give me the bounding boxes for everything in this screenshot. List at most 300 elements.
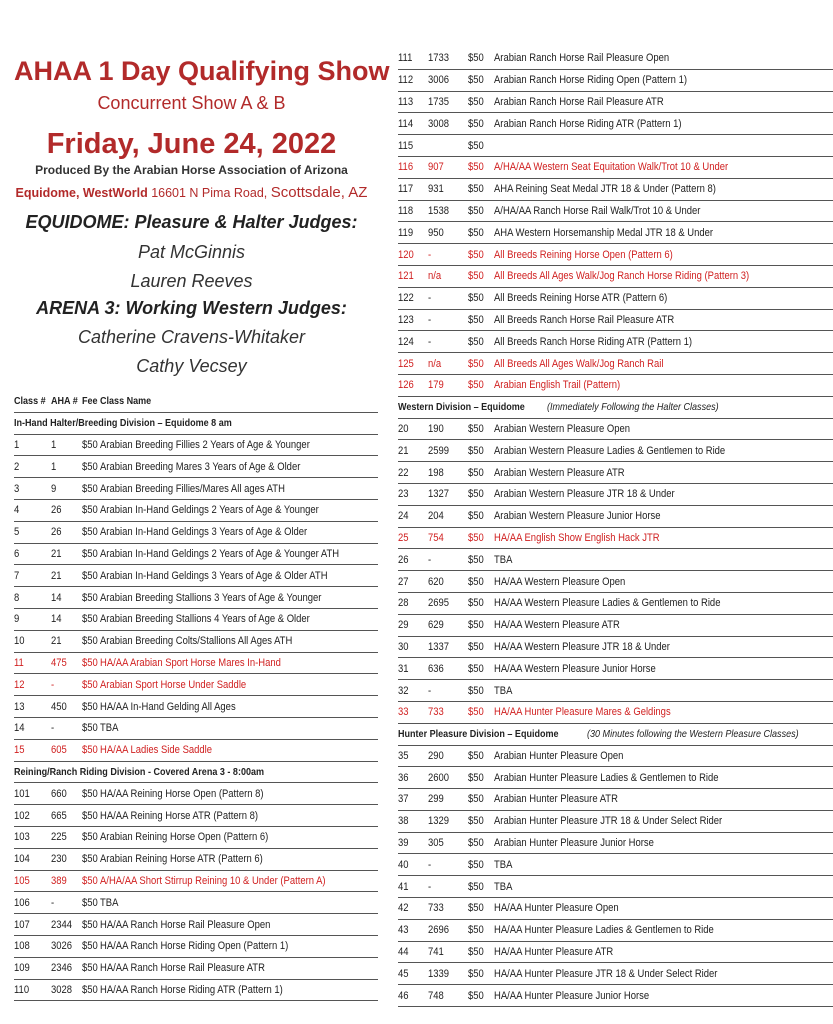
aha-number: 2599 (428, 444, 450, 457)
fee: $50 (468, 270, 484, 283)
class-number: 112 (398, 74, 414, 87)
class-number: 42 (398, 902, 409, 915)
aha-number: 907 (428, 161, 444, 174)
class-number: 122 (398, 292, 414, 305)
column-header: Class Name (100, 395, 152, 408)
class-number: 116 (398, 161, 414, 174)
fee: $50 (468, 422, 484, 435)
class-name: HA/AA Hunter Pleasure JTR 18 & Under Select Rider (494, 967, 718, 980)
judge-name: Lauren Reeves (130, 271, 253, 291)
class-name: All Breeds All Ages Walk/Jog Ranch Rail (494, 357, 664, 370)
class-row (14, 805, 378, 827)
class-name: Arabian Breeding Stallions 4 Years of Age & Older (100, 613, 311, 626)
fee: $50 (468, 292, 484, 305)
class-number: 36 (398, 771, 409, 784)
fee: $50 (468, 619, 484, 632)
class-row (398, 571, 833, 593)
class-number: 5 (14, 526, 20, 539)
class-number: 31 (398, 662, 409, 675)
class-number: 107 (14, 918, 30, 931)
division-title: Reining/Ranch Riding Division - Covered Arena 3 - 8:00am (14, 765, 265, 778)
judge-name: Catherine Cravens-Whitaker (77, 327, 306, 347)
fee: $50 (81, 809, 98, 822)
class-row (398, 789, 833, 811)
fee: $50 (81, 526, 98, 539)
class-name: Arabian Breeding Fillies/Mares All ages ATH (100, 482, 286, 495)
class-row (398, 287, 833, 309)
class-row (398, 592, 833, 614)
aha-number: 1735 (428, 95, 450, 108)
class-row (14, 630, 378, 652)
aha-number: - (428, 292, 432, 305)
fee: $50 (468, 793, 484, 806)
division-title: In-Hand Halter/Breeding Division – Equidome 8 am (14, 417, 232, 430)
aha-number: 1538 (428, 204, 450, 217)
class-name: Arabian Breeding Mares 3 Years of Age & Older (100, 460, 301, 473)
class-name: Arabian Sport Horse Under Saddle (100, 678, 247, 691)
aha-number: 950 (428, 226, 444, 239)
class-row (14, 717, 378, 739)
class-name: Arabian Western Pleasure Open (494, 422, 631, 435)
class-row (14, 565, 378, 587)
class-row (14, 739, 378, 761)
table-header-row (14, 391, 378, 412)
class-name: TBA (100, 896, 119, 909)
class-row (398, 353, 833, 375)
class-row (398, 331, 833, 353)
class-row (398, 135, 833, 157)
fee: $50 (81, 547, 98, 560)
class-name: Arabian In-Hand Geldings 3 Years of Age & Older (100, 526, 308, 539)
class-row (14, 587, 378, 609)
fee: $50 (468, 924, 484, 937)
class-row (14, 696, 378, 718)
fee: $50 (468, 335, 484, 348)
aha-number: 190 (428, 422, 444, 435)
class-number: 105 (14, 874, 30, 887)
fee: $50 (468, 379, 484, 392)
class-number: 3 (14, 482, 20, 495)
show-date: Friday, June 24, 2022 (46, 128, 337, 160)
class-name: HA/AA Western Pleasure Open (494, 575, 626, 588)
class-row (398, 505, 833, 527)
class-row (14, 608, 378, 630)
class-number: 114 (398, 117, 414, 130)
aha-number: 389 (50, 874, 67, 887)
fee: $50 (468, 226, 484, 239)
fee: $50 (81, 962, 98, 975)
fee: $50 (81, 874, 98, 887)
fee: $50 (81, 983, 98, 996)
class-row (398, 265, 833, 287)
class-name: Arabian Reining Horse Open (Pattern 6) (100, 831, 269, 844)
class-number: 111 (398, 52, 413, 65)
aha-number: 629 (428, 619, 444, 632)
division-header-row (14, 761, 378, 783)
class-row (398, 941, 833, 963)
fee: $50 (468, 531, 484, 544)
fee: $50 (468, 488, 484, 501)
aha-number: 1733 (428, 52, 450, 65)
aha-number: 665 (50, 809, 67, 822)
class-row (14, 783, 378, 805)
fee: $50 (468, 902, 484, 915)
class-name: HA/AA Ranch Horse Riding Open (Pattern 1) (100, 940, 289, 953)
aha-number: - (428, 313, 432, 326)
class-number: 14 (14, 722, 25, 735)
fee: $50 (81, 482, 98, 495)
class-name: HA/AA Western Pleasure ATR (494, 619, 620, 632)
aha-number: 21 (50, 569, 62, 582)
aha-number: 230 (50, 853, 67, 866)
class-number: 22 (398, 466, 409, 479)
class-name: Arabian Western Pleasure Ladies & Gentlemen to Ride (494, 444, 726, 457)
arena-judges-heading: ARENA 3: Working Western Judges: (36, 298, 347, 318)
class-row (398, 156, 833, 178)
aha-number: - (428, 335, 432, 348)
aha-number: 931 (428, 183, 444, 196)
class-row (398, 418, 833, 440)
class-name: AHA Reining Seat Medal JTR 18 & Under (Pattern 8) (494, 183, 716, 196)
class-number: 109 (14, 962, 30, 975)
class-row (14, 499, 378, 521)
class-number: 12 (14, 678, 25, 691)
class-name: Arabian Ranch Horse Riding Open (Pattern 1) (494, 74, 687, 87)
division-note: (30 Minutes following the Western Pleasure Classes) (586, 728, 799, 741)
fee: $50 (468, 444, 484, 457)
class-number: 10 (14, 635, 25, 648)
fee: $50 (81, 853, 98, 866)
division-header-row (14, 412, 378, 434)
class-number: 37 (398, 793, 409, 806)
fee: $50 (468, 183, 484, 196)
class-number: 113 (398, 95, 414, 108)
class-name: AHA Western Horsemanship Medal JTR 18 & Under (494, 226, 714, 239)
class-name: Arabian Hunter Pleasure Junior Horse (494, 837, 654, 850)
class-name: Arabian Reining Horse ATR (Pattern 6) (100, 853, 264, 866)
class-row (398, 701, 833, 723)
class-name: Arabian Western Pleasure Junior Horse (494, 510, 661, 523)
class-number: 118 (398, 204, 414, 217)
class-row (398, 309, 833, 331)
aha-number: - (50, 896, 54, 909)
class-number: 24 (398, 510, 409, 523)
aha-number: 290 (428, 749, 444, 762)
class-row (398, 374, 833, 396)
class-row (398, 898, 833, 920)
class-name: Arabian In-Hand Geldings 2 Years of Age & Younger (100, 504, 320, 517)
class-name: TBA (494, 858, 513, 871)
class-name: Arabian Breeding Colts/Stallions All Ages ATH (100, 635, 293, 648)
class-row (398, 222, 833, 244)
class-row (398, 854, 833, 876)
aha-number: 204 (428, 510, 444, 523)
class-number: 15 (14, 744, 25, 757)
division-note-wrap (547, 401, 719, 413)
class-row (398, 658, 833, 680)
class-row (398, 549, 833, 571)
class-number: 28 (398, 597, 409, 610)
class-name: TBA (100, 722, 119, 735)
aha-number: 1329 (428, 815, 450, 828)
fee: $50 (468, 858, 484, 871)
class-number: 110 (14, 983, 30, 996)
fee: $50 (81, 722, 98, 735)
class-name: Arabian English Trail (Pattern) (494, 379, 621, 392)
class-number: 21 (398, 444, 409, 457)
class-row (14, 848, 378, 870)
aha-number: - (428, 858, 432, 871)
aha-number: - (428, 880, 432, 893)
aha-number: 26 (50, 526, 62, 539)
division-note: (Immediately Following the Halter Classes) (547, 401, 719, 414)
class-number: 27 (398, 575, 409, 588)
class-row (14, 914, 378, 936)
class-number: 4 (14, 504, 20, 517)
aha-number: 1 (50, 460, 57, 473)
aha-number: - (50, 722, 54, 735)
class-name: Arabian Ranch Horse Riding ATR (Pattern 1) (494, 117, 682, 130)
aha-number: 2695 (428, 597, 450, 610)
fee: $50 (468, 553, 484, 566)
aha-number: 179 (428, 379, 444, 392)
class-number: 20 (398, 422, 409, 435)
aha-number: 1337 (428, 640, 450, 653)
fee: $50 (468, 946, 484, 959)
class-name: HA/AA Ranch Horse Rail Pleasure Open (100, 918, 271, 931)
class-number: 117 (398, 183, 414, 196)
class-row (14, 478, 378, 500)
class-name: TBA (494, 553, 513, 566)
aha-number: 26 (50, 504, 62, 517)
class-row (14, 979, 378, 1001)
judge-name: Cathy Vecsey (136, 356, 247, 376)
class-row (14, 652, 378, 674)
venue-name: Equidome, WestWorld (15, 186, 148, 200)
class-number: 41 (398, 880, 409, 893)
class-row (14, 892, 378, 914)
fee: $50 (468, 95, 484, 108)
fee: $50 (81, 787, 98, 800)
class-name: All Breeds Reining Horse ATR (Pattern 6) (494, 292, 668, 305)
venue-address: 16601 N Pima Road, (151, 186, 268, 200)
class-number: 120 (398, 248, 414, 261)
class-row (398, 963, 833, 985)
fee: $50 (468, 74, 484, 87)
aha-number: 733 (428, 706, 444, 719)
class-number: 38 (398, 815, 409, 828)
aha-number: 620 (428, 575, 444, 588)
class-row (398, 614, 833, 636)
class-number: 45 (398, 967, 409, 980)
aha-number: 660 (50, 787, 67, 800)
fee: $50 (81, 896, 98, 909)
aha-number: 2600 (428, 771, 450, 784)
class-number: 6 (14, 547, 20, 560)
class-number: 9 (14, 613, 20, 626)
class-name: Arabian Ranch Horse Rail Pleasure ATR (494, 95, 664, 108)
fee: $50 (468, 52, 484, 65)
left-class-table (14, 391, 378, 1001)
class-number: 33 (398, 706, 409, 719)
class-row (398, 636, 833, 658)
class-name: HA/AA Western Pleasure Ladies & Gentlemen to Ride (494, 597, 721, 610)
aha-number: 3028 (50, 983, 72, 996)
class-number: 106 (14, 896, 30, 909)
class-name: HA/AA Ranch Horse Rail Pleasure ATR (100, 962, 266, 975)
class-number: 103 (14, 831, 30, 844)
fee: $50 (468, 771, 484, 784)
aha-number: 3008 (428, 117, 450, 130)
fee: $50 (468, 706, 484, 719)
class-number: 102 (14, 809, 30, 822)
class-row (398, 527, 833, 549)
aha-number: 2346 (50, 962, 72, 975)
division-header-row (398, 723, 833, 745)
class-row (398, 745, 833, 767)
class-name: All Breeds Reining Horse Open (Pattern 6) (494, 248, 673, 261)
aha-number: 299 (428, 793, 444, 806)
class-number: 8 (14, 591, 20, 604)
aha-number: 1327 (428, 488, 450, 501)
aha-number: 21 (50, 547, 62, 560)
class-name: Arabian Western Pleasure ATR (494, 466, 625, 479)
class-row (14, 456, 378, 478)
fee: $50 (81, 591, 98, 604)
class-number: 7 (14, 569, 20, 582)
class-name: HA/AA Hunter Pleasure Ladies & Gentlemen to Ride (494, 924, 714, 937)
class-name: A/HA/AA Western Seat Equitation Walk/Trot 10 & Under (494, 161, 729, 174)
class-row (398, 876, 833, 898)
fee: $50 (81, 700, 98, 713)
division-title: Hunter Pleasure Division – Equidome (398, 728, 559, 741)
fee: $50 (81, 831, 98, 844)
class-row (14, 935, 378, 957)
class-row (398, 767, 833, 789)
show-subtitle: Concurrent Show A & B (97, 93, 286, 113)
aha-number: 605 (50, 744, 67, 757)
aha-number: 754 (428, 531, 444, 544)
class-number: 108 (14, 940, 30, 953)
class-name: A/HA/AA Short Stirrup Reining 10 & Under (Pattern A) (100, 874, 326, 887)
class-name: HA/AA Ranch Horse Riding ATR (Pattern 1) (100, 983, 284, 996)
class-name: Arabian Western Pleasure JTR 18 & Under (494, 488, 675, 501)
class-number: 30 (398, 640, 409, 653)
aha-number: 450 (50, 700, 67, 713)
class-name: HA/AA Reining Horse Open (Pattern 8) (100, 787, 264, 800)
class-name: HA/AA Hunter Pleasure ATR (494, 946, 614, 959)
class-number: 1 (14, 438, 20, 451)
class-name: HA/AA Arabian Sport Horse Mares In-Hand (100, 656, 282, 669)
fee: $50 (468, 749, 484, 762)
division-header-row (398, 396, 833, 418)
column-header: Fee (81, 395, 98, 408)
aha-number: - (428, 248, 432, 261)
fee: $50 (468, 117, 484, 130)
class-row (14, 957, 378, 979)
fee: $50 (468, 880, 484, 893)
class-name: Arabian Breeding Fillies 2 Years of Age & Younger (100, 438, 311, 451)
class-number: 124 (398, 335, 414, 348)
aha-number: 21 (50, 635, 62, 648)
class-name: All Breeds All Ages Walk/Jog Ranch Horse Riding (Pattern 3) (494, 270, 750, 283)
class-number: 119 (398, 226, 414, 239)
class-row (14, 674, 378, 696)
class-row (398, 69, 833, 91)
class-name: HA/AA Reining Horse ATR (Pattern 8) (100, 809, 259, 822)
fee: $50 (81, 918, 98, 931)
class-number: 25 (398, 531, 409, 544)
fee: $50 (468, 161, 484, 174)
aha-number: 3006 (428, 74, 450, 87)
fee: $50 (81, 635, 98, 648)
equidome-judges-heading: EQUIDOME: Pleasure & Halter Judges: (25, 212, 358, 232)
aha-number: 2344 (50, 918, 72, 931)
class-name: Arabian Breeding Stallions 3 Years of Age & Younger (100, 591, 322, 604)
class-row (398, 462, 833, 484)
class-name: HA/AA Western Pleasure Junior Horse (494, 662, 656, 675)
fee: $50 (468, 640, 484, 653)
fee: $50 (468, 575, 484, 588)
fee: $50 (468, 313, 484, 326)
class-row (398, 200, 833, 222)
fee: $50 (468, 967, 484, 980)
fee: $50 (468, 357, 484, 370)
class-row (398, 113, 833, 135)
produced-by: Produced By the Arabian Horse Association of Arizona (35, 163, 348, 177)
class-name: HA/AA Ladies Side Saddle (100, 744, 213, 757)
class-number: 23 (398, 488, 409, 501)
class-row (398, 810, 833, 832)
fee: $50 (468, 248, 484, 261)
fee: $50 (81, 613, 98, 626)
class-name: HA/AA Western Pleasure JTR 18 & Under (494, 640, 670, 653)
class-number: 104 (14, 853, 30, 866)
class-row (14, 434, 378, 456)
class-name: Arabian Hunter Pleasure Open (494, 749, 624, 762)
column-header: Class # (14, 395, 46, 408)
class-name: HA/AA In-Hand Gelding All Ages (100, 700, 236, 713)
class-name: Arabian Hunter Pleasure JTR 18 & Under Select Rider (494, 815, 723, 828)
fee: $50 (468, 466, 484, 479)
judge-name: Pat McGinnis (137, 242, 246, 262)
class-row (398, 919, 833, 941)
class-number: 29 (398, 619, 409, 632)
aha-number: 1 (50, 438, 57, 451)
aha-number: 305 (428, 837, 444, 850)
class-number: 44 (398, 946, 409, 959)
fee: $50 (468, 684, 484, 697)
class-name: HA/AA Hunter Pleasure Open (494, 902, 619, 915)
class-number: 125 (398, 357, 414, 370)
right-class-table (398, 48, 833, 1007)
fee: $50 (81, 678, 98, 691)
class-name: TBA (494, 880, 513, 893)
class-number: 46 (398, 989, 409, 1002)
class-number: 35 (398, 749, 409, 762)
aha-number: n/a (428, 270, 442, 283)
aha-number: 1339 (428, 967, 450, 980)
aha-number: 3026 (50, 940, 72, 953)
class-row (398, 178, 833, 200)
aha-number: 636 (428, 662, 444, 675)
fee: $50 (468, 989, 484, 1002)
class-row (398, 48, 833, 69)
class-name: TBA (494, 684, 513, 697)
aha-number: 748 (428, 989, 444, 1002)
class-number: 126 (398, 379, 414, 392)
aha-number: 198 (428, 466, 444, 479)
